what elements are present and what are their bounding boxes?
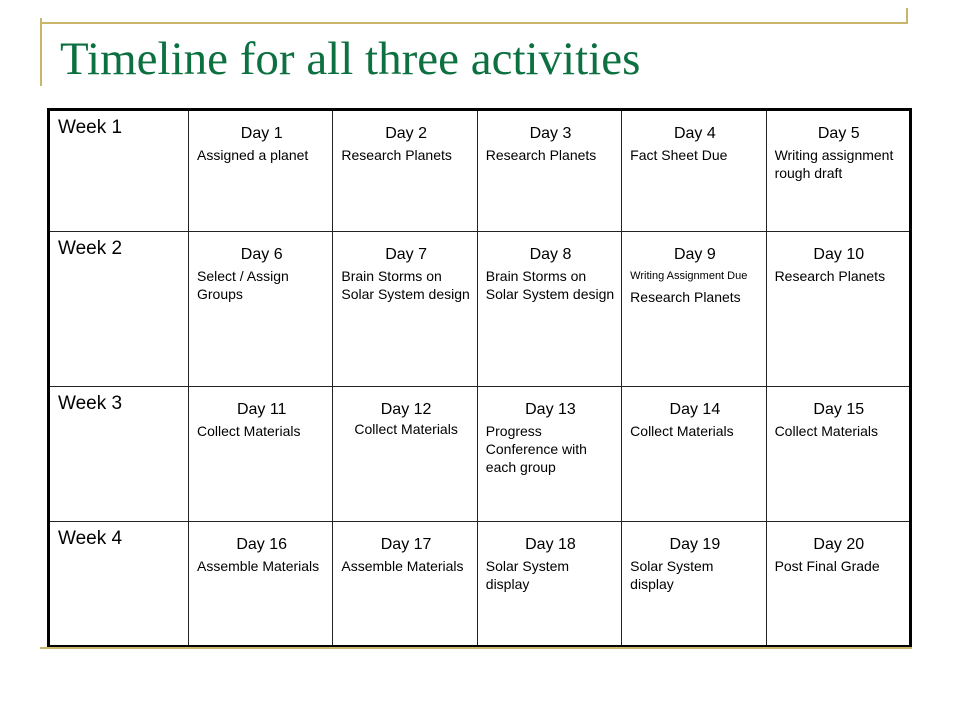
day-cell — [333, 522, 477, 647]
day-note: Research Planets — [774, 268, 886, 284]
day-note: Fact Sheet Due — [630, 147, 728, 163]
day-cell — [189, 387, 333, 522]
day-note: Assigned a planet — [197, 147, 309, 163]
day-cell — [477, 232, 621, 387]
week-label: Week 2 — [49, 232, 189, 387]
day-note: Select / Assign Groups — [197, 268, 289, 302]
day-label: Day 13 — [525, 401, 576, 418]
week-label: Week 3 — [49, 387, 189, 522]
day-cell — [622, 232, 766, 387]
day-cell — [622, 522, 766, 647]
timeline-table — [47, 108, 912, 648]
day-label: Day 15 — [813, 401, 865, 418]
day-label: Day 8 — [529, 246, 572, 263]
day-cell — [766, 522, 910, 647]
day-cell — [189, 110, 333, 232]
decorative-left-rule — [40, 18, 42, 86]
day-label: Day 19 — [669, 536, 721, 553]
day-note: Collect Materials — [774, 423, 879, 439]
day-label: Day 11 — [236, 401, 287, 418]
day-label: Day 12 — [380, 401, 432, 418]
day-note: Collect Materials — [354, 421, 458, 437]
day-note: Progress Conference with each group — [485, 423, 587, 475]
day-label: Day 20 — [813, 536, 865, 553]
day-cell — [622, 110, 766, 232]
slide-title: Timeline for all three activities — [60, 33, 641, 85]
decorative-right-tick — [906, 8, 908, 24]
table-row-week-1 — [49, 110, 911, 232]
day-cell — [622, 387, 766, 522]
day-note: Solar System display — [485, 558, 570, 592]
day-note: Research Planets — [341, 147, 452, 163]
day-note: Research Planets — [630, 289, 741, 305]
day-cell — [477, 522, 621, 647]
day-note: Brain Storms on Solar System design — [485, 268, 615, 302]
day-note: Research Planets — [485, 147, 597, 163]
day-label: Day 3 — [529, 125, 572, 142]
day-cell — [766, 110, 910, 232]
day-note: Assemble Materials — [341, 558, 464, 574]
day-label: Day 6 — [240, 246, 283, 263]
day-label: Day 7 — [385, 246, 427, 263]
day-cell — [766, 387, 910, 522]
day-label: Day 9 — [673, 246, 716, 263]
day-cell — [477, 110, 621, 232]
day-cell — [477, 387, 621, 522]
day-cell — [766, 232, 910, 387]
day-note: Collect Materials — [630, 423, 734, 439]
day-note: Brain Storms on Solar System design — [341, 268, 470, 302]
day-note: Writing Assignment Due — [630, 270, 748, 282]
day-note: Post Final Grade — [774, 558, 880, 574]
table-row-week-3 — [49, 387, 911, 522]
day-label: Day 1 — [240, 125, 283, 142]
day-label: Day 5 — [817, 125, 860, 142]
table-row-week-4 — [49, 522, 911, 647]
day-cell — [333, 387, 477, 522]
decorative-bottom-rule — [40, 647, 912, 649]
day-label: Day 2 — [385, 125, 427, 142]
day-label: Day 14 — [669, 401, 721, 418]
day-label: Day 4 — [673, 125, 716, 142]
day-label: Day 17 — [380, 536, 432, 553]
week-label: Week 1 — [49, 110, 189, 232]
day-cell — [189, 232, 333, 387]
day-note: Writing assignment rough draft — [774, 147, 894, 181]
decorative-top-rule — [40, 22, 908, 24]
day-label: Day 18 — [525, 536, 576, 553]
day-cell — [189, 522, 333, 647]
day-note: Assemble Materials — [197, 558, 320, 574]
day-cell — [333, 110, 477, 232]
week-label: Week 4 — [49, 522, 189, 647]
day-note: Collect Materials — [197, 423, 301, 439]
day-note: Solar System display — [630, 558, 714, 592]
table-row-week-2 — [49, 232, 911, 387]
day-label: Day 10 — [813, 246, 865, 263]
day-cell — [333, 232, 477, 387]
day-label: Day 16 — [236, 536, 288, 553]
